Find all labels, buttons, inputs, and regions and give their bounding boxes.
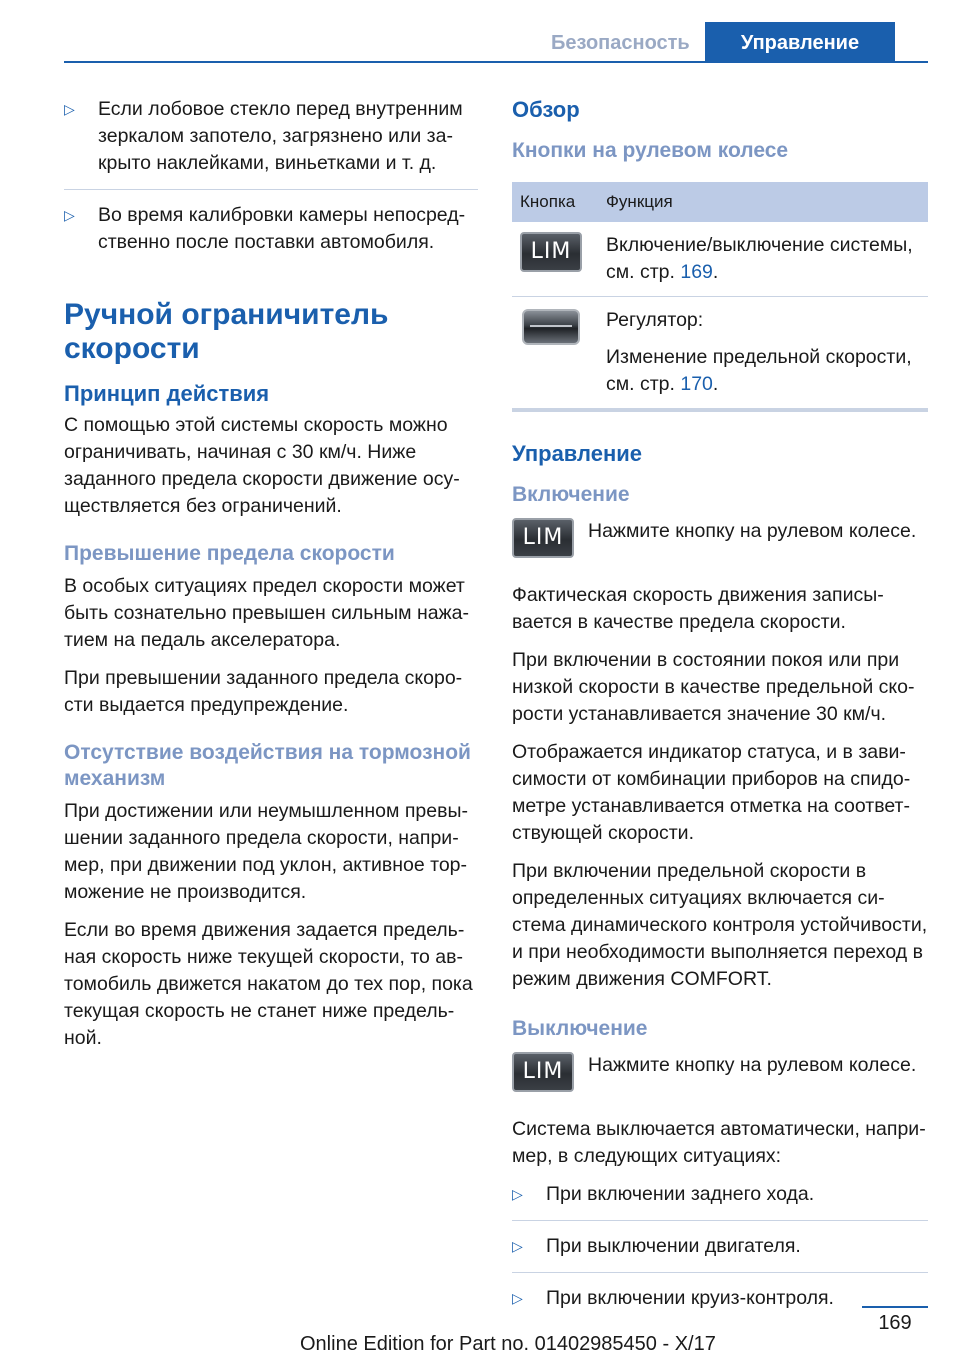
on-text-4: При включении предельной скорости в определенных ситуациях включается система динамического контроля устойчивости, и при необходимости выполняется переход в режим движения COMFORT.: [512, 860, 928, 990]
edition-note: Online Edition for Part no. 01402985450 - X/17: [300, 1333, 716, 1355]
on-text-2: При включении в состоянии покоя или при низкой скорости в качестве предельной скорости устанавливается значение 30 км/ч.: [512, 649, 915, 725]
off-text: Система выключается автоматически, например, в следующих ситуациях:: [512, 1118, 926, 1167]
table-header: Функция: [598, 182, 928, 222]
on-text-3: Отображается индикатор статуса, и в зависимости от комбинации приборов на спидометре устанавливается отметка на соответствующей скорости.: [512, 741, 911, 844]
on-heading: Включение: [512, 483, 630, 506]
principle-heading: Принцип действия: [64, 381, 270, 406]
divider: [512, 1220, 928, 1221]
footer-rule: [862, 1306, 928, 1308]
exceed-text-2: При превышении заданного предела скорости выдается предупреждение.: [64, 667, 463, 716]
page-number: 169: [878, 1312, 912, 1334]
header-rule: [64, 61, 928, 63]
triangle-bullet-icon: ▷: [512, 1238, 523, 1254]
row-text: Изменение предельной скорости, см. стр.: [606, 346, 912, 395]
tab-control[interactable]: Управление: [705, 22, 895, 62]
on-instruction: LIM Нажмите кнопку на рулевом колесе.: [512, 518, 928, 558]
control-heading: Управление: [512, 441, 643, 466]
table-row: Регулятор: Изменение предельной скорости, см. стр. 170.: [512, 297, 928, 409]
exceed-heading: Превышение предела скорости: [64, 542, 395, 565]
list-item: ▷ Во время калибровки камеры непосредственно после поставки автомобиля.: [64, 202, 478, 256]
table-row: LIM Включение/выключение системы, см. стр. 169.: [512, 222, 928, 297]
header-tabs: [535, 22, 895, 62]
overview-heading: Обзор: [512, 97, 580, 122]
list-item: ▷ При выключении двигателя.: [512, 1233, 928, 1260]
on-text-1: Фактическая скорость движения записывается в качестве предела скорости.: [512, 584, 884, 633]
off-heading: Выключение: [512, 1017, 648, 1040]
rocker-switch-icon: [520, 307, 582, 347]
page-link[interactable]: 170: [680, 373, 713, 395]
triangle-bullet-icon: ▷: [64, 207, 75, 223]
buttons-heading: Кнопки на рулевом колесе: [512, 139, 789, 162]
triangle-bullet-icon: ▷: [64, 101, 75, 117]
buttons-table: [512, 182, 928, 408]
lim-button-icon: LIM: [512, 1052, 574, 1092]
divider: [512, 1272, 928, 1273]
exceed-text-1: В особых ситуациях предел скорости может быть сознательно превышен сильным нажатием на педаль акселератора.: [64, 575, 469, 651]
table-header: Кнопка: [512, 182, 598, 222]
off-instruction: LIM Нажмите кнопку на рулевом колесе.: [512, 1052, 928, 1092]
brake-text-2: Если во время движения задается предельная скорость ниже текущей скорости, то автомобиль движется накатом до тех пор, пока текущая скорость не станет ниже предельной.: [64, 919, 473, 1049]
divider: [64, 189, 478, 190]
row-text: Включение/выключение системы, см. стр.: [606, 234, 913, 283]
tab-safety[interactable]: Безопасность: [551, 32, 690, 54]
section-title: Ручной ограничитель скорости: [64, 298, 389, 365]
right-column: [512, 96, 928, 1324]
brake-text-1: При достижении или неумышленном превышении заданного предела скорости, например, при движении под уклон, активное торможение не производится.: [64, 800, 468, 903]
principle-text: С помощью этой системы скорость можно ограничивать, начиная с 30 км/ч. Ниже заданного предела скорости движение осуществляется без ограничений.: [64, 414, 460, 517]
left-column: [64, 96, 478, 1063]
list-item: ▷ При включении круиз-контроля.: [512, 1285, 928, 1312]
list-item: ▷ При включении заднего хода.: [512, 1181, 928, 1208]
list-item: ▷ Если лобовое стекло перед внутренним зеркалом запотело, загрязнено или закрыто наклейками, виньетками и т. д.: [64, 96, 478, 177]
triangle-bullet-icon: ▷: [512, 1290, 523, 1306]
brake-heading: Отсутствие воздействия на тормозной механизм: [64, 741, 471, 790]
page-link[interactable]: 169: [680, 261, 713, 283]
row-text: Регулятор:: [606, 309, 704, 331]
lim-button-icon: LIM: [512, 518, 574, 558]
triangle-bullet-icon: ▷: [512, 1186, 523, 1202]
lim-button-icon: LIM: [520, 232, 582, 272]
